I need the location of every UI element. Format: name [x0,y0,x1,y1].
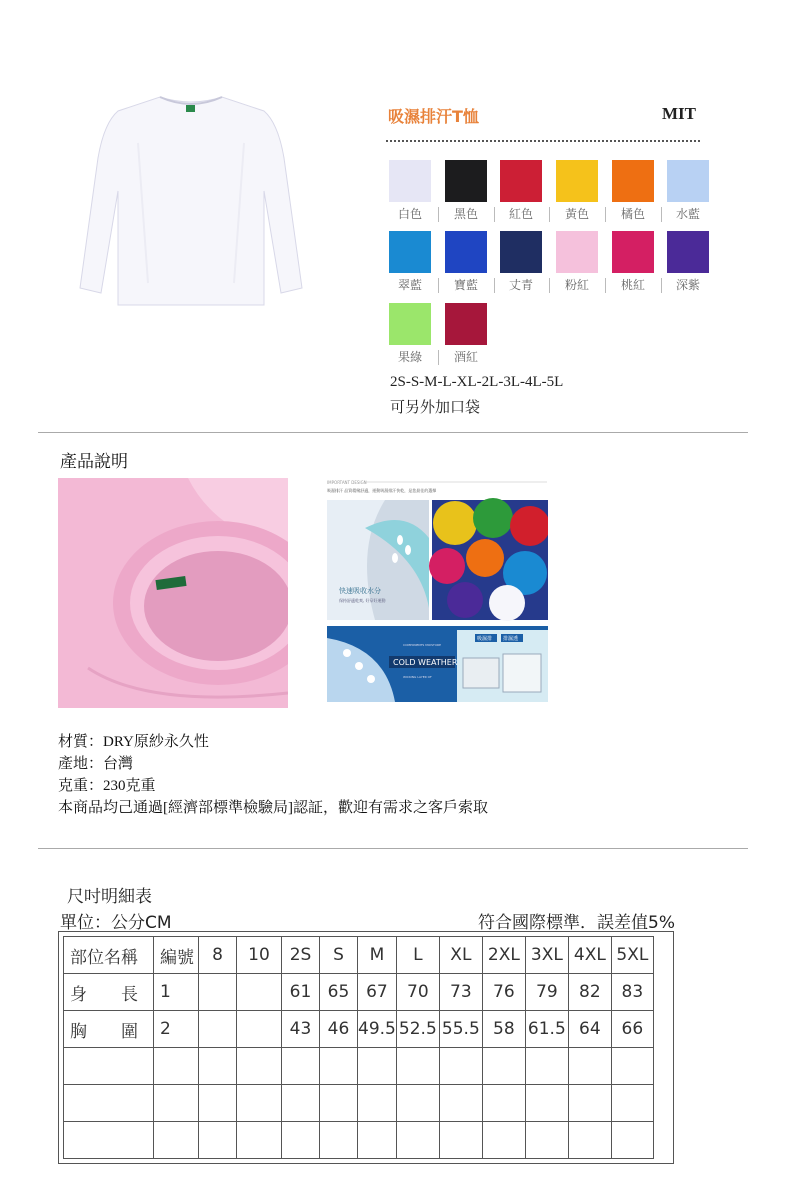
size-chart-table [63,936,654,1159]
color-swatch-label: 水藍 [675,207,700,221]
table-cell [320,1122,358,1159]
table-cell [282,1122,320,1159]
table-row [64,1048,654,1085]
color-swatch-label: 黃色 [564,207,589,221]
table-cell: 76 [482,974,525,1011]
product-title: 吸濕排汗T恤 [388,107,479,126]
color-swatch[interactable] [667,231,709,273]
table-cell [568,1048,611,1085]
table-cell [237,1011,282,1048]
table-cell [237,974,282,1011]
color-swatch-label: 白色 [397,207,422,221]
table-cell: 83 [611,974,653,1011]
pink-collar-closeup-photo [58,478,288,708]
table-cell: 70 [396,974,439,1011]
table-row [64,974,654,1011]
tolerance-note: 符合國際標準．誤差值5% [478,913,675,933]
table-cell: 58 [482,1011,525,1048]
table-cell [525,1085,568,1122]
color-swatch-label: 翠藍 [397,278,422,292]
table-cell [396,1122,439,1159]
size-chart-title: 尺吋明細表 [67,887,152,907]
color-swatch[interactable] [612,231,654,273]
color-swatch-label: 桃紅 [620,278,645,292]
color-swatch[interactable] [667,160,709,202]
table-header-cell: M [358,937,397,974]
table-cell [199,1048,237,1085]
table-cell [482,1085,525,1122]
table-header-cell: XL [439,937,482,974]
infographic-banner-small: WICKING LAYER OF [403,675,432,679]
section-divider [38,432,748,433]
table-cell: 61 [282,974,320,1011]
table-cell [358,1085,397,1122]
table-cell: 2 [154,1011,199,1048]
color-swatch[interactable] [445,231,487,273]
color-swatch-label: 酒紅 [453,350,478,364]
table-cell: 65 [320,974,358,1011]
table-header-cell: 編號 [154,937,199,974]
infographic-tag-1: 吸濕排 [477,636,493,642]
color-swatch-label: 橘色 [620,207,645,221]
table-cell [358,1048,397,1085]
description-title: 產品說明 [60,452,128,472]
spec-material: 材質：DRY原紗永久性 [58,734,209,750]
color-swatch[interactable] [445,160,487,202]
table-cell [611,1048,653,1085]
color-swatch[interactable] [389,160,431,202]
table-cell [568,1122,611,1159]
table-cell: 49.5 [358,1011,397,1048]
fabric-feature-infographic [325,478,548,704]
table-cell [320,1085,358,1122]
table-cell [358,1122,397,1159]
color-swatch[interactable] [500,231,542,273]
table-cell [439,1122,482,1159]
table-cell: 胸 圍 [64,1011,154,1048]
table-row [64,1122,654,1159]
table-header-cell: S [320,937,358,974]
table-cell [154,1085,199,1122]
table-cell [237,1048,282,1085]
table-cell [199,1011,237,1048]
table-cell [525,1122,568,1159]
table-cell [439,1048,482,1085]
table-cell [199,974,237,1011]
table-header-cell: 3XL [525,937,568,974]
size-range: 2S-S-M-L-XL-2L-3L-4L-5L [390,374,564,390]
table-cell [64,1048,154,1085]
color-swatch[interactable] [445,303,487,345]
color-swatch-label: 粉紅 [564,278,589,292]
section-divider-2 [38,848,748,849]
table-header-cell: 10 [237,937,282,974]
color-swatch[interactable] [389,303,431,345]
color-swatch[interactable] [389,231,431,273]
table-cell [154,1122,199,1159]
table-cell: 52.5 [396,1011,439,1048]
table-cell [199,1085,237,1122]
table-header-cell: 4XL [568,937,611,974]
table-cell [482,1122,525,1159]
table-cell [396,1085,439,1122]
mit-badge: MIT [662,104,696,123]
table-cell [396,1048,439,1085]
table-cell: 82 [568,974,611,1011]
table-cell [611,1085,653,1122]
table-cell: 身 長 [64,974,154,1011]
infographic-tagline: 吸濕排汗 品質精緻舒適，運動吸濕排汗快乾，是您最佳的選擇 [327,488,437,493]
table-cell: 67 [358,974,397,1011]
table-row [64,1085,654,1122]
color-swatch[interactable] [556,160,598,202]
table-cell: 46 [320,1011,358,1048]
table-cell [154,1048,199,1085]
color-swatch[interactable] [612,160,654,202]
table-header-cell: 8 [199,937,237,974]
infographic-tag-2: 排濕透 [503,636,519,642]
dotted-divider [386,140,700,142]
color-swatch[interactable] [556,231,598,273]
table-cell [199,1122,237,1159]
table-cell: 55.5 [439,1011,482,1048]
table-cell: 61.5 [525,1011,568,1048]
white-longsleeve-shirt-photo [78,83,304,309]
table-cell: 66 [611,1011,653,1048]
color-swatch-label: 黑色 [453,207,478,221]
table-cell [282,1085,320,1122]
color-swatch-label: 果綠 [397,350,422,364]
infographic-banner-sub: COMPONENTS MOISTURE [403,643,442,647]
table-cell [482,1048,525,1085]
color-swatch-label: 寶藍 [453,278,478,292]
table-cell: 79 [525,974,568,1011]
infographic-banner: COLD WEATHER [393,658,458,667]
table-cell [320,1048,358,1085]
table-cell [568,1085,611,1122]
infographic-callout: 快速吸收水分 [339,587,381,595]
spec-weight: 克重：230克重 [58,778,156,794]
table-cell [64,1085,154,1122]
pocket-note: 可另外加口袋 [390,400,481,416]
table-cell [237,1085,282,1122]
table-cell [282,1048,320,1085]
color-swatch-label: 紅色 [508,207,533,221]
unit-label: 單位：公分CM [60,913,172,933]
table-cell: 64 [568,1011,611,1048]
table-header-cell: 5XL [611,937,653,974]
infographic-callout-sub: 保持舒適乾爽, 好穿好運動 [339,598,386,603]
table-header-row [64,937,654,974]
table-header-cell: 部位名稱 [64,937,154,974]
table-cell [525,1048,568,1085]
table-header-cell: 2S [282,937,320,974]
table-cell: 73 [439,974,482,1011]
color-swatch-label: 深紫 [675,278,700,292]
infographic-header: IMPORTANT DESIGN [327,480,367,485]
spec-origin: 產地：台灣 [58,756,134,772]
table-header-cell: L [396,937,439,974]
table-row [64,1011,654,1048]
color-swatch-label: 丈青 [508,278,533,292]
table-cell [237,1122,282,1159]
table-cell [611,1122,653,1159]
table-cell: 1 [154,974,199,1011]
table-cell [439,1085,482,1122]
color-swatch[interactable] [500,160,542,202]
table-cell: 43 [282,1011,320,1048]
table-header-cell: 2XL [482,937,525,974]
table-cell [64,1122,154,1159]
spec-certification: 本商品均己通過[經濟部標準檢驗局]認証，歡迎有需求之客戶索取 [58,800,488,816]
